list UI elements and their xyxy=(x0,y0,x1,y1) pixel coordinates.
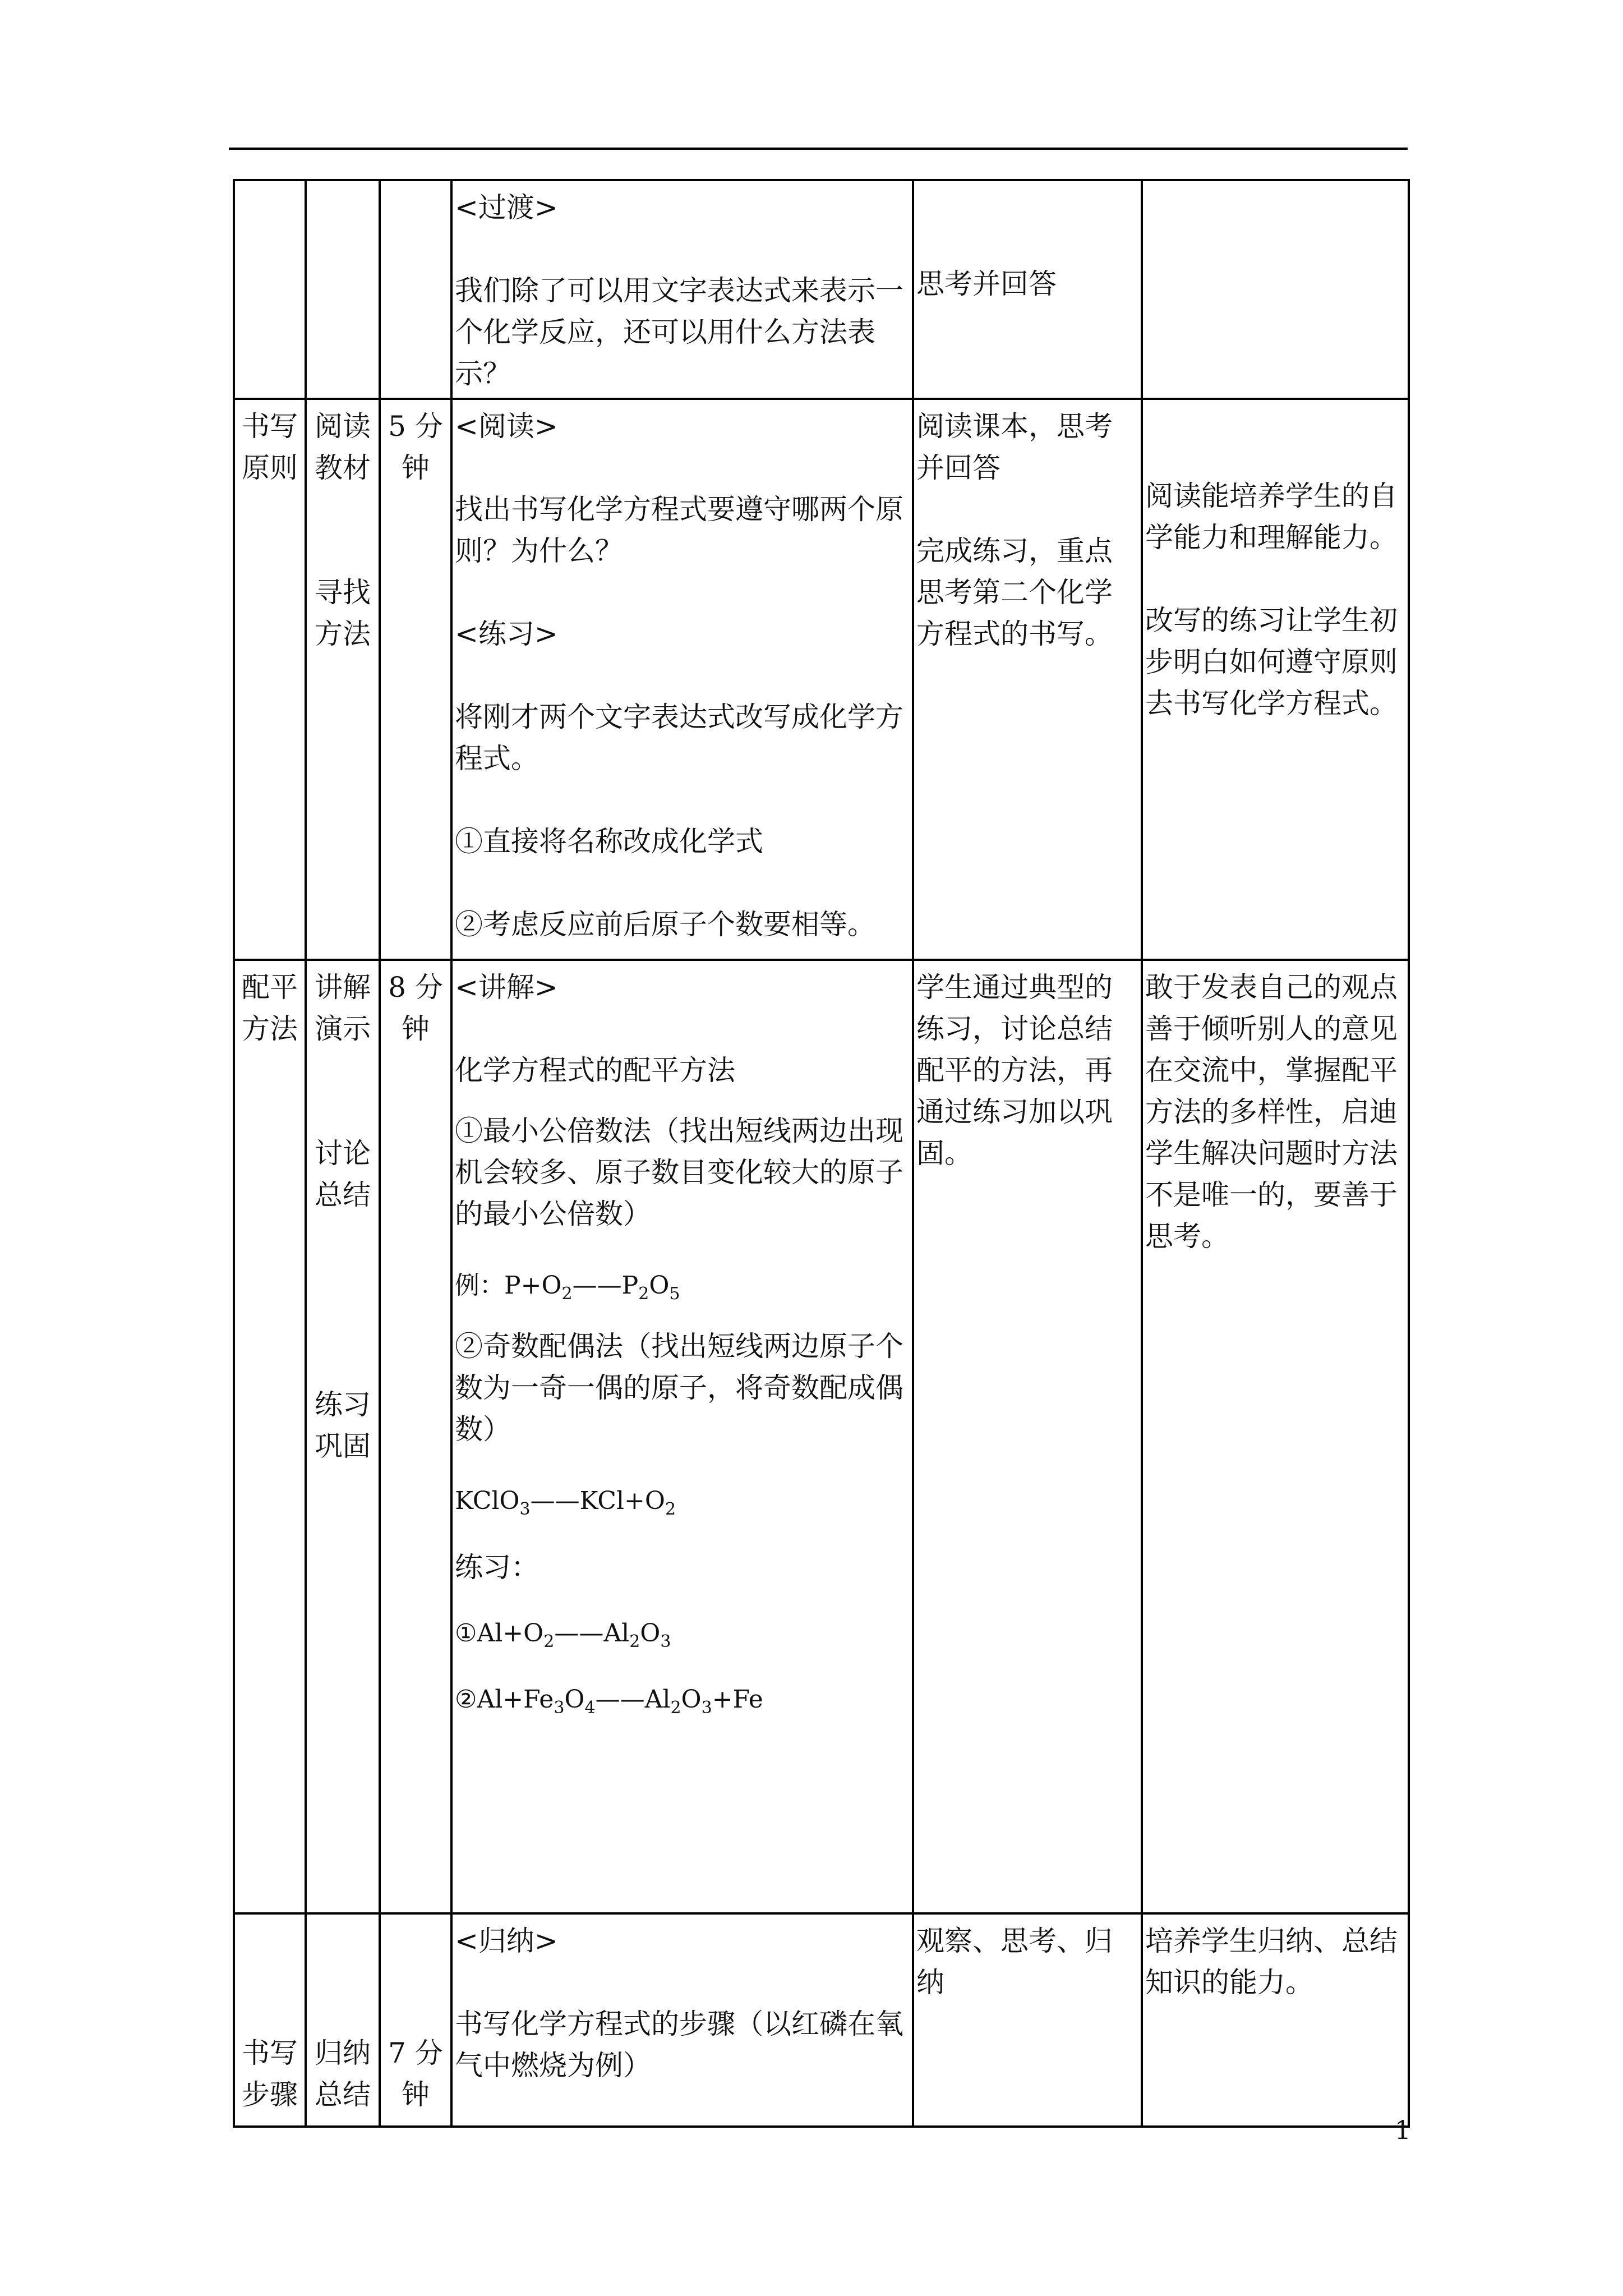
method-cell xyxy=(306,180,380,399)
method-text: 寻找方法 xyxy=(315,576,371,650)
activity-tag: <讲解> xyxy=(455,971,558,1004)
activity-step: ②考虑反应前后原子个数要相等。 xyxy=(455,908,875,941)
intent-text: 阅读能培养学生的自学能力和理解能力。 xyxy=(1145,480,1398,554)
time-cell: 7 分钟 xyxy=(380,1913,451,2127)
activity-tag: <过渡> xyxy=(455,191,558,224)
activity-text: 找出书写化学方程式要遵守哪两个原则？为什么？ xyxy=(455,493,903,567)
student-activity-cell: 学生通过典型的练习，讨论总结配平的方法，再通过练习加以巩固。 xyxy=(913,960,1142,1913)
table-row xyxy=(234,960,1409,1913)
activity-text: ②奇数配偶法（找出短线两边原子个数为一奇一偶的原子，将奇数配成偶数） xyxy=(455,1330,903,1446)
page-number: 1 xyxy=(1394,2115,1411,2145)
student-text: 阅读课本，思考并回答 xyxy=(916,410,1113,484)
teacher-activity-cell xyxy=(451,180,913,399)
activity-text: 书写化学方程式的步骤（以红磷在氧气中燃烧为例） xyxy=(455,2008,903,2082)
header-rule xyxy=(229,148,1408,150)
time-cell: 8 分钟 xyxy=(380,960,451,1913)
activity-text: 我们除了可以用文字表达式来表示一个化学反应，还可以用什么方法表示？ xyxy=(455,274,903,390)
method-text: 讨论总结 xyxy=(315,1137,371,1211)
table-row xyxy=(234,1913,1409,2127)
example-label: 例： xyxy=(455,1271,504,1300)
section-cell: 配平方法 xyxy=(234,960,306,1913)
teacher-activity-cell xyxy=(451,399,913,960)
example-formula: 例：$P+O_2——P_2O_5$ xyxy=(455,1271,680,1304)
method-text: 练习巩固 xyxy=(315,1388,371,1462)
student-activity-cell: 观察、思考、归纳 xyxy=(913,1913,1142,2127)
section-cell: 书写原则 xyxy=(234,399,306,960)
activity-text: ①最小公倍数法（找出短线两边出现机会较多、原子数目变化较大的原子的最小公倍数） xyxy=(455,1115,903,1230)
design-intent-cell xyxy=(1142,399,1409,960)
activity-tag: <阅读> xyxy=(455,410,558,443)
lesson-plan-table xyxy=(233,179,1410,2128)
method-text: 阅读教材 xyxy=(315,410,371,484)
method-cell xyxy=(306,399,380,960)
section-cell: 书写步骤 xyxy=(234,1913,306,2127)
teacher-activity-cell xyxy=(451,960,913,1913)
student-text: 完成练习，重点思考第二个化学方程式的书写。 xyxy=(916,535,1113,650)
activity-text: 将刚才两个文字表达式改写成化学方程式。 xyxy=(455,701,903,775)
activity-title: 化学方程式的配平方法 xyxy=(455,1054,735,1087)
student-activity-cell xyxy=(913,180,1142,399)
section-cell xyxy=(234,180,306,399)
student-text: 思考并回答 xyxy=(916,268,1057,300)
activity-tag: <练习> xyxy=(455,618,558,650)
example-formula: $KClO_3——KCl+O_2$ xyxy=(455,1487,676,1519)
method-cell: 归纳总结 xyxy=(306,1913,380,2127)
practice-formula: $②Al+Fe_3O_4——Al_2O_3+Fe$ xyxy=(455,1685,763,1718)
time-cell: 5 分钟 xyxy=(380,399,451,960)
teacher-activity-cell xyxy=(451,1913,913,2127)
practice-label: 练习： xyxy=(455,1551,539,1584)
student-activity-cell xyxy=(913,399,1142,960)
table-row xyxy=(234,399,1409,960)
design-intent-cell xyxy=(1142,180,1409,399)
activity-tag: <归纳> xyxy=(455,1925,558,1957)
table-row xyxy=(234,180,1409,399)
design-intent-cell: 培养学生归纳、总结知识的能力。 xyxy=(1142,1913,1409,2127)
practice-formula: $①Al+O_2——Al_2O_3$ xyxy=(455,1619,671,1651)
activity-step: ①直接将名称改成化学式 xyxy=(455,825,763,858)
method-text: 讲解演示 xyxy=(315,971,371,1045)
intent-text: 改写的练习让学生初步明白如何遵守原则去书写化学方程式。 xyxy=(1145,604,1398,720)
method-cell xyxy=(306,960,380,1913)
design-intent-cell: 敢于发表自己的观点善于倾听别人的意见在交流中，掌握配平方法的多样性，启迪学生解决问题时方法不是唯一的，要善于思考。 xyxy=(1142,960,1409,1913)
time-cell xyxy=(380,180,451,399)
